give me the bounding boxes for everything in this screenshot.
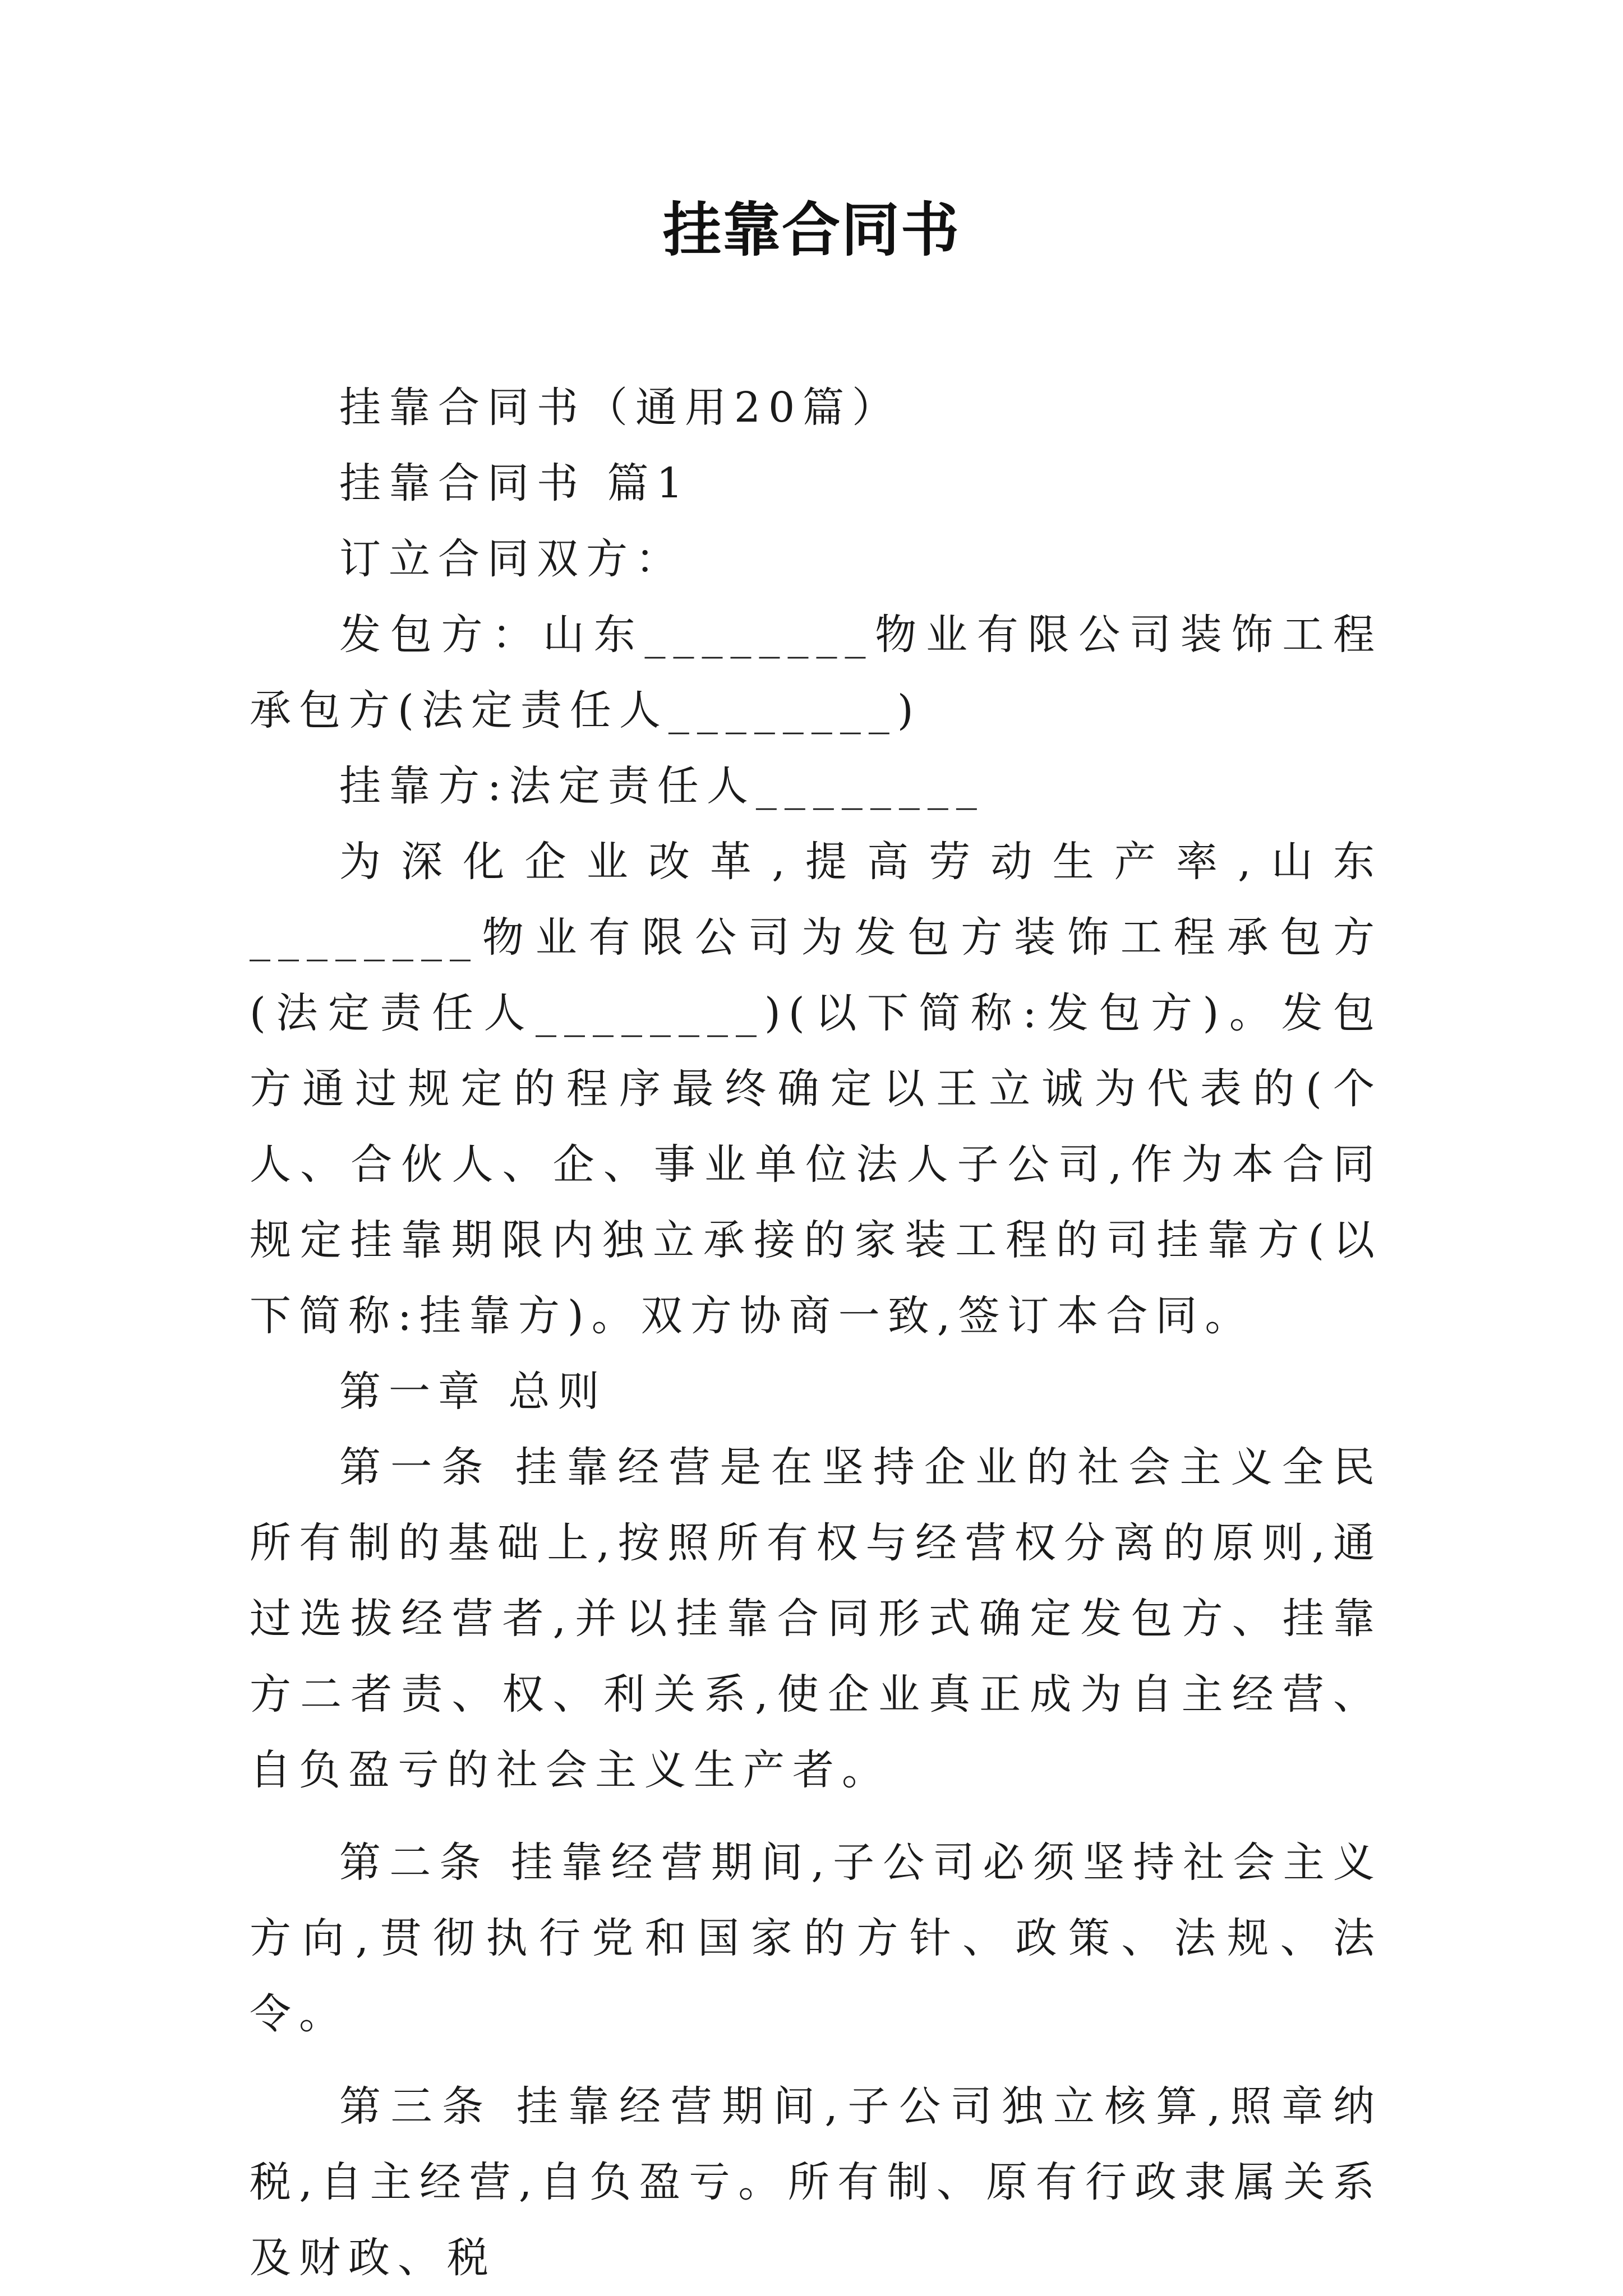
paragraph: 挂靠合同书（通用20篇） [339,384,902,432]
paragraph: 第一条 挂靠经营是在坚持企业的社会主义全民所有制的基础上,按照所有权与经营权分离的原则,通过选拔经营者,并以挂靠合同形式确定发包方、挂靠方二者责、权、利关系,使企业真正成为自主经营、自负盈亏的社会主义生产者。 [250,1443,1382,1794]
paragraph: 第二条 挂靠经营期间,子公司必须坚持社会主义方向,贯彻执行党和国家的方针、政策、法规、法令。 [250,1838,1382,2038]
document-body [250,370,1382,2296]
paragraph: 第一章 总则 [339,1368,607,1416]
paragraph: 挂靠合同书 篇1 [339,459,691,507]
paragraph: 发包方：山东________物业有限公司装饰工程承包方(法定责任人________) [250,611,1382,734]
paragraph: 第三条 挂靠经营期间,子公司独立核算,照章纳税,自主经营,自负盈亏。所有制、原有行政隶属关系及财政、税 [250,2082,1382,2282]
paragraph: 为深化企业改革,提高劳动生产率,山东________物业有限公司为发包方装饰工程承包方(法定责任人________)(以下简称:发包方)。发包方通过规定的程序最终确定以王立诚为代表的(个人、合伙人、企、事业单位法人子公司,作为本合同规定挂靠期限内独立承接的家装工程的司挂靠方(以下简称:挂靠方)。双方协商一致,签订本合同。 [250,838,1382,1340]
paragraph: 挂靠方:法定责任人________ [339,762,985,810]
document-title: 挂靠合同书 [662,195,960,264]
paragraph: 订立合同双方： [339,535,685,583]
